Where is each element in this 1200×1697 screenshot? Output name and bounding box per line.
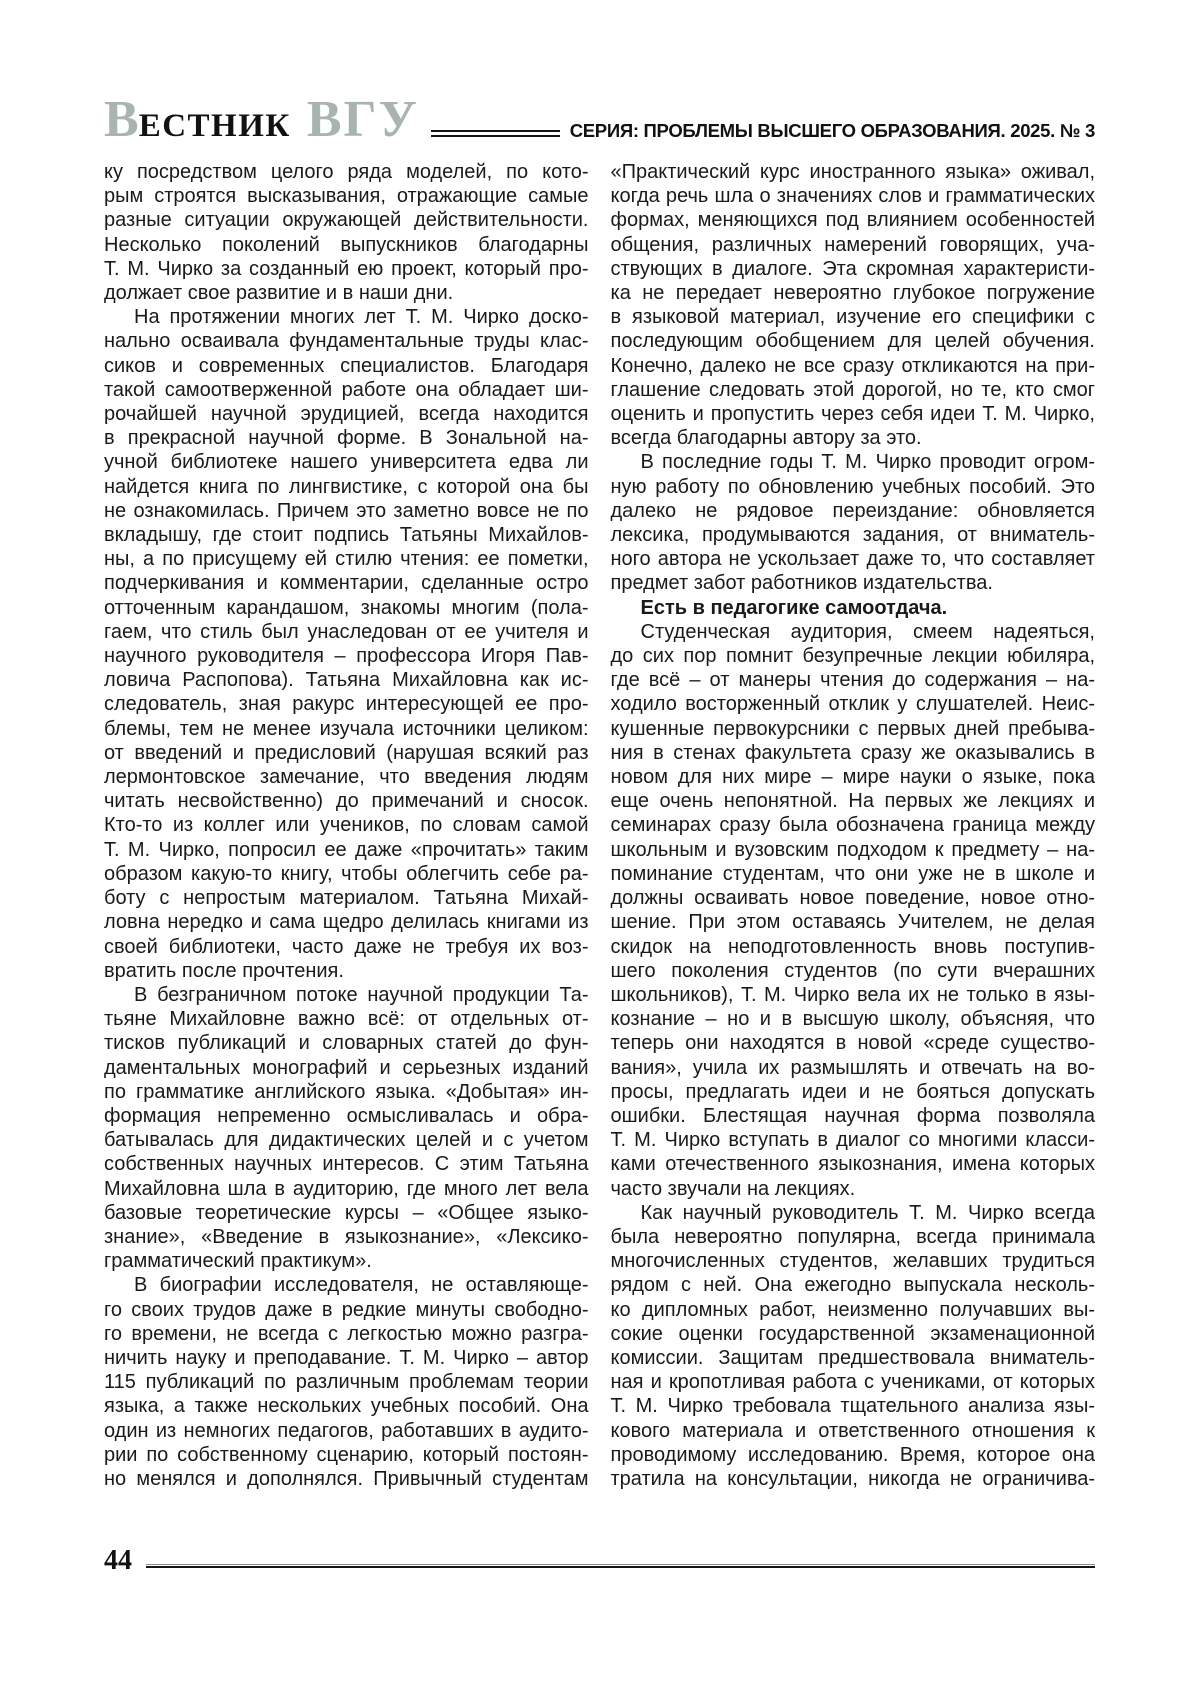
text-line: Как научный руководитель Т. М. Чирко всегда — [640, 1201, 1095, 1224]
page-header — [104, 91, 1095, 149]
text-line: один из немногих педагогов, работавших в аудито- — [104, 1419, 589, 1442]
column-right — [611, 160, 1096, 1491]
text-line: новом для них мире – мире науки о языке, пока — [610, 766, 1095, 789]
text-line: Т. М. Чирко, попросил ее даже «прочитать» таким — [104, 838, 589, 861]
text-line: ками отечественного языкознания, имена которых — [610, 1153, 1095, 1176]
text-line: рочайшей научной эрудицией, всегда находится — [104, 403, 589, 426]
page-footer — [104, 1547, 1095, 1575]
text-line: Т. М. Чирко за созданный ею проект, который про- — [104, 257, 589, 280]
text-line: разные ситуации окружающей действительности. — [104, 209, 589, 232]
text-line: от введений и предисловий (нарушая всякий раз — [104, 741, 589, 764]
text-line: даментальных монографий и серьезных изданий — [104, 1056, 589, 1079]
text-line: Михайловна шла в аудиторию, где много лет вела — [104, 1177, 589, 1200]
text-line: го времени, не всегда с легкостью можно разгра- — [104, 1322, 589, 1345]
text-line: го своих трудов даже в редкие минуты свободно- — [104, 1298, 589, 1321]
text-line: вания», учила их размышлять и отвечать на во- — [610, 1056, 1095, 1079]
text-line: Кто-то из коллег или учеников, по словам самой — [104, 814, 589, 837]
text-line: подчеркивания и комментарии, сделанные остро — [104, 572, 589, 595]
text-line: когда речь шла о значениях слов и грамматических — [610, 185, 1095, 208]
text-line: теперь они находятся в новой «среде существо- — [610, 1032, 1095, 1055]
text-line: кового материала и ответственного отношения к — [610, 1419, 1095, 1442]
text-line: ния в стенах факультета сразу же оказывались в — [610, 741, 1095, 764]
text-line: далеко не рядовое переиздание: обновляется — [610, 499, 1095, 522]
text-line: проводимому исследованию. Время, которое она — [610, 1443, 1095, 1466]
text-line: вратить после прочтения. — [104, 959, 344, 982]
text-line: лексика, продумываются задания, от вниматель- — [610, 524, 1095, 547]
text-line: Т. М. Чирко требовала тщательного анализа язы- — [610, 1395, 1095, 1418]
text-line: 115 публикаций по различным проблемам теории — [104, 1371, 589, 1394]
text-line: до сих пор помнит безупречные лекции юбиляра, — [610, 645, 1095, 668]
page-number: 44 — [104, 1545, 132, 1577]
text-line: Несколько поколений выпускников благодарны — [104, 233, 589, 256]
text-line: учной библиотеке нашего университета едва ли — [104, 451, 589, 474]
text-line: ны, а по присущему ей стилю чтения: ее пометки, — [104, 548, 589, 571]
text-line: отточенным карандашом, знакомы многим (пола- — [104, 596, 589, 619]
text-line: всегда благодарны автору за это. — [610, 427, 922, 450]
text-line: школьников), Т. М. Чирко вела их не только в язы- — [610, 983, 1095, 1006]
text-line: ко дипломных работ, неизменно получавших вы- — [610, 1298, 1095, 1321]
logo-abbreviation: ВГУ — [306, 91, 419, 149]
paragraph — [611, 160, 1096, 450]
text-line: «Практический курс иностранного языка» оживал, — [610, 161, 1095, 183]
text-line: собственных научных интересов. С этим Татьяна — [104, 1153, 589, 1176]
text-line: по грамматике английского языка. «Добытая» ин- — [104, 1080, 589, 1103]
header-rule — [431, 130, 560, 137]
text-line: не ознакомилась. Причем это заметно вовсе не по — [104, 499, 589, 522]
text-line: просы, предлагать идеи и не бояться допускать — [610, 1080, 1095, 1103]
text-line: ного автора не ускользает даже то, что составляет — [610, 548, 1095, 571]
text-line: ная и кропотливая работа с учениками, от которых — [610, 1371, 1095, 1394]
paragraph — [611, 450, 1096, 595]
text-line: ловича Распопова). Татьяна Михайловна как ис- — [104, 669, 589, 692]
logo-rest: ЕСТНИК — [138, 108, 291, 145]
text-line: часто звучали на лекциях. — [610, 1177, 856, 1200]
text-line: шего поколения студентов (по сути вчерашних — [610, 959, 1095, 982]
text-line: следователь, зная ракурс интересующей ее про- — [104, 693, 589, 716]
text-line: грамматический практикум». — [104, 1250, 372, 1273]
text-line: формация непременно осмысливалась и обра- — [104, 1104, 589, 1127]
text-line: вкладышу, где стоит подпись Татьяны Михайлов- — [104, 524, 589, 547]
paragraph — [104, 160, 589, 305]
article-body — [104, 160, 1095, 1491]
text-line: где всё – от манеры чтения до содержания – на- — [610, 669, 1095, 692]
column-left — [104, 160, 589, 1491]
text-line: такой самоотверженной работе она обладает ши- — [104, 378, 589, 401]
text-line: оценить и пропустить через себя идеи Т. М. Чирко, — [610, 403, 1095, 426]
text-line: в языковой материал, изучение его специфики с — [610, 306, 1095, 329]
text-line: общения, различных намерений говорящих, уча- — [610, 233, 1095, 256]
text-line: В последние годы Т. М. Чирко проводит огром- — [640, 451, 1095, 474]
text-line: глашение следовать этой дорогой, но те, кто смог — [610, 378, 1095, 401]
paragraph — [611, 620, 1096, 1201]
text-line: кушенные первокурсники с первых дней пребыва- — [610, 717, 1095, 740]
text-line: тисков публикаций и словарных статей до фун- — [104, 1032, 589, 1055]
text-line: школьным и вузовским подходом к предмету – на- — [610, 838, 1095, 861]
text-line: тьяне Михайловне важно всё: от отдельных от- — [104, 1008, 589, 1031]
text-line: формах, меняющихся под влиянием особенностей — [610, 209, 1095, 232]
text-line: нально осваивала фундаментальные труды клас- — [104, 330, 589, 353]
text-line: предмет забот работников издательства. — [610, 572, 993, 595]
text-line: в прекрасной научной форме. В Зональной на- — [104, 427, 589, 450]
text-line: семинарах сразу была обозначена граница между — [610, 814, 1095, 837]
text-line: рии по собственному сценарию, который постоян- — [104, 1443, 589, 1466]
text-line: найдется книга по лингвистике, с которой она бы — [104, 475, 589, 498]
text-line: ку посредством целого ряда моделей, по кото- — [104, 161, 589, 183]
text-line: последующим обобщением для целей обучения. — [610, 330, 1095, 353]
text-line: комиссии. Защитам предшествовала вниматель- — [610, 1346, 1095, 1369]
text-line: своей библиотеки, часто даже не требуя их воз- — [104, 935, 589, 958]
text-line: кознание – но и в высшую школу, объясняя, что — [610, 1008, 1095, 1031]
text-line: ошибки. Блестящая научная форма позволяла — [610, 1104, 1095, 1127]
text-line: ка не передает невероятно глубокое погружение — [610, 282, 1095, 305]
text-line: но менялся и дополнялся. Привычный студентам — [104, 1467, 589, 1490]
text-line: ную работу по обновлению учебных пособий. Это — [610, 475, 1095, 498]
text-line: шение. При этом оставаясь Учителем, не делая — [610, 911, 1095, 934]
text-line: сокие оценки государственной экзаменационной — [610, 1322, 1095, 1345]
text-line: Студенческая аудитория, смеем надеяться, — [640, 620, 1095, 643]
text-line: В безграничном потоке научной продукции Та- — [134, 983, 589, 1006]
text-line: батывалась для дидактических целей и с учетом — [104, 1129, 589, 1152]
text-line: должает свое развитие и в наши дни. — [104, 282, 454, 305]
text-line: В биографии исследователя, не оставляюще- — [134, 1274, 589, 1297]
paragraph — [104, 305, 589, 983]
paragraph — [611, 1201, 1096, 1491]
text-line: читать несвойственно) до примечаний и сносок. — [104, 790, 589, 813]
logo-initial: В — [104, 91, 139, 149]
text-line: ловна нередко и сама щедро делилась книгами из — [104, 911, 589, 934]
text-line: научного руководителя – профессора Игоря Пав- — [104, 645, 589, 668]
text-line: многочисленных студентов, желавших трудиться — [610, 1250, 1095, 1273]
text-line: тратила на консультации, никогда не ограничива- — [610, 1467, 1095, 1490]
text-line: рым строятся высказывания, отражающие самые — [104, 185, 589, 208]
text-line: скидок на неподготовленность вновь поступив- — [610, 935, 1095, 958]
text-line: Конечно, далеко не все сразу откликаются на при- — [610, 354, 1095, 377]
text-line: боту с непростым материалом. Татьяна Михай- — [104, 887, 589, 910]
text-line: еще очень непонятной. На первых же лекциях и — [610, 790, 1095, 813]
text-line: сиков и современных специалистов. Благодаря — [104, 354, 589, 377]
text-line: ничить науку и преподавание. Т. М. Чирко – автор — [104, 1346, 589, 1369]
text-line: языка, а также нескольких учебных пособий. Она — [104, 1395, 589, 1418]
text-line: лермонтовское замечание, что введения людям — [104, 766, 589, 789]
text-line: образом какую-то книгу, чтобы облегчить себе ра- — [104, 862, 589, 885]
text-line: блемы, тем не менее изучала источники целиком: — [104, 717, 589, 740]
text-line: Т. М. Чирко вступать в диалог со многими класси- — [610, 1129, 1095, 1152]
text-line: поминание студентам, что они уже не в школе и — [610, 862, 1095, 885]
text-line: ствующих в диалоге. Эта скромная характеристи- — [610, 257, 1095, 280]
paragraph — [104, 983, 589, 1273]
text-line: знание», «Введение в языкознание», «Лексико- — [104, 1225, 589, 1248]
text-line: На протяжении многих лет Т. М. Чирко доско- — [134, 306, 589, 329]
footer-rule — [146, 1564, 1095, 1568]
text-line: рядом с ней. Она ежегодно выпускала несколь- — [610, 1274, 1095, 1297]
text-line: ходило восторженный отклик у слушателей. Неис- — [610, 693, 1095, 716]
text-line: базовые теоретические курсы – «Общее языко- — [104, 1201, 589, 1224]
paragraph — [104, 1273, 589, 1491]
text-line: была невероятно популярна, всегда принимала — [610, 1225, 1095, 1248]
journal-logo — [104, 91, 419, 149]
section-heading — [611, 596, 1096, 620]
text-line: гаем, что стиль был унаследован от ее учителя и — [104, 620, 589, 643]
series-title: СЕРИЯ: ПРОБЛЕМЫ ВЫСШЕГО ОБРАЗОВАНИЯ. 2025. № 3 — [569, 120, 1095, 141]
text-line: Есть в педагогике самоотдача. — [640, 596, 948, 619]
text-line: должны осваивать новое поведение, новое отно- — [610, 887, 1095, 910]
